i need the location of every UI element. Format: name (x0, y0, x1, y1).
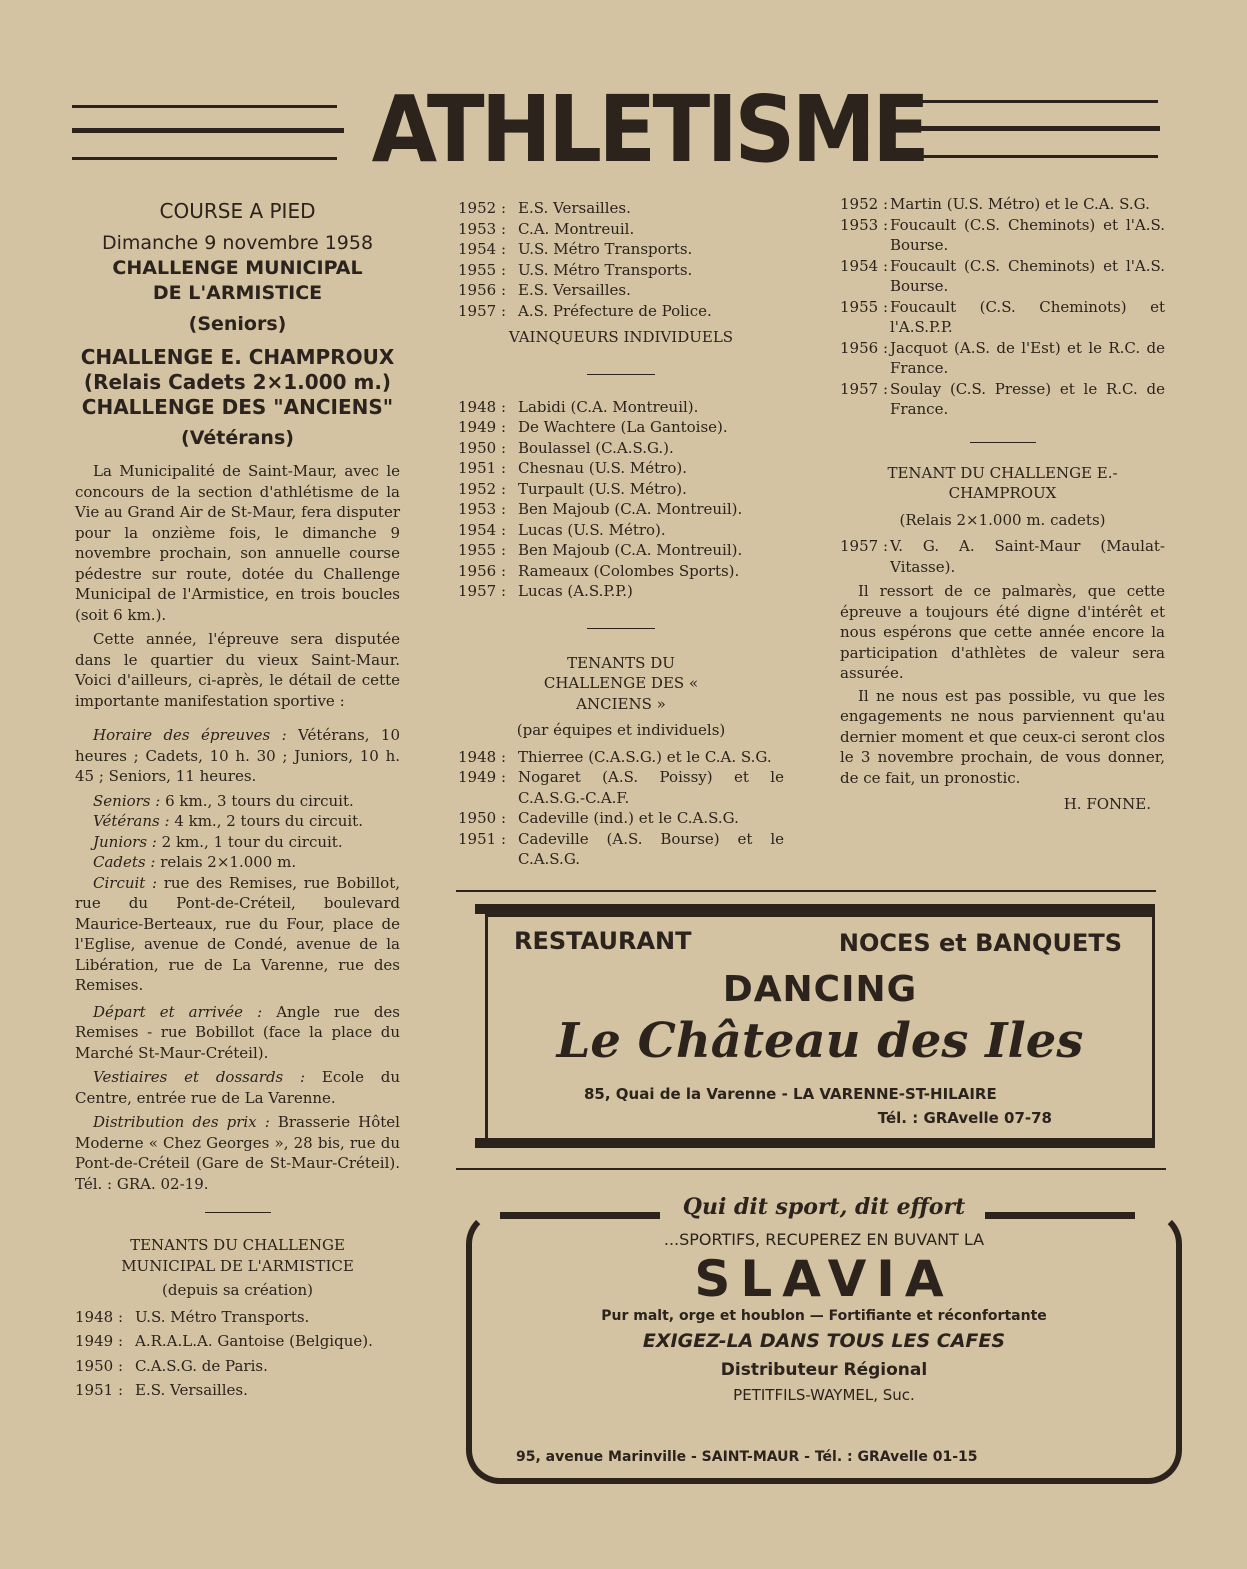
winner-row (458, 260, 784, 281)
anciens-row (458, 747, 784, 768)
section-divider (205, 1212, 271, 1213)
challenge-champroux: CHALLENGE E. CHAMPROUX (80, 345, 395, 369)
title-rule-left (72, 128, 344, 133)
anciens-year: 1955 : (840, 297, 888, 316)
winner-row (75, 1331, 400, 1352)
anciens-row (840, 379, 1165, 420)
ad-frame-bar (475, 904, 1155, 914)
tenants-municipal-subtitle: (depuis sa création) (161, 1281, 314, 1299)
champroux-row (840, 536, 1165, 577)
indiv-year: 1956 : (458, 561, 506, 580)
indiv-row (458, 438, 784, 459)
indiv-name: Boulassel (C.A.S.G.). (518, 438, 674, 457)
anciens-name: Jacquot (A.S. de l'Est) et le R.C. de France. (890, 338, 1165, 377)
horaire-text: Vétérans, 10 heures ; Cadets, 10 h. 30 ; Juniors, 10 h. 45 ; Seniors, 11 heures. (75, 726, 400, 785)
anciens-row (840, 215, 1165, 256)
ad-line-sportifs: ...SPORTIFS, RECUPEREZ EN BUVANT LA (663, 1230, 985, 1249)
section-divider (587, 628, 655, 629)
column-2 (458, 198, 784, 870)
vestiaires-text: Ecole du Centre, entrée rue de La Varenne. (75, 1068, 400, 1107)
winner-row (458, 198, 784, 219)
event-date: Dimanche 9 novembre 1958 (101, 232, 374, 254)
anciens-name: Foucault (C.S. Cheminots) et l'A.S. Bourse. (890, 256, 1165, 295)
winner-name: E.S. Versailles. (135, 1381, 248, 1399)
indiv-row (458, 520, 784, 541)
juniors-paragraph (75, 832, 400, 853)
ad-address: 85, Quai de la Varenne - LA VARENNE-ST-HILAIRE (584, 1085, 997, 1103)
challenge-municipal: CHALLENGE MUNICIPAL DE L'ARMISTICE (112, 257, 363, 304)
horaire-paragraph (75, 725, 400, 787)
relais-cadets: (Relais Cadets 2×1.000 m.) (83, 370, 392, 394)
cadets-paragraph (75, 852, 400, 873)
juniors-detail-text: 2 km., 1 tour du circuit. (161, 832, 343, 851)
winner-row (458, 219, 784, 240)
municipal-winners-list (75, 1307, 400, 1401)
winner-row (75, 1380, 400, 1401)
indiv-year: 1954 : (458, 520, 506, 539)
winner-row (458, 280, 784, 301)
vestiaires-paragraph (75, 1067, 400, 1108)
indiv-name: De Wachtere (La Gantoise). (518, 418, 728, 436)
cadets-detail-label: Cadets : (93, 853, 156, 871)
veterans-detail-text: 4 km., 2 tours du circuit. (174, 812, 363, 830)
anciens-year: 1953 : (840, 215, 888, 234)
ad-dancing-label: DANCING (722, 969, 918, 1010)
distribution-text: Brasserie Hôtel Moderne « Chez Georges », 28 bis, rue du Pont-de-Créteil (Gare de St-Maur-Créteil). Tél. : GRA. 02-19. (75, 1113, 400, 1193)
winner-name: A.S. Préfecture de Police. (518, 301, 712, 320)
anciens-row (840, 338, 1165, 379)
restaurant-ad (485, 914, 1155, 1142)
anciens-year: 1948 : (458, 747, 506, 766)
anciens-row (840, 297, 1165, 338)
ad-line-exigez: EXIGEZ-LA DANS TOUS LES CAFES (642, 1330, 1006, 1352)
winner-name: C.A.S.G. de Paris. (135, 1356, 268, 1375)
seniors-detail-label: Seniors : (93, 791, 161, 810)
location-paragraph: Cette année, l'épreuve sera disputée dans le quartier du vieux Saint-Maur. Voici d'ailleurs, ci-après, le détail de cette importante manifestation sportive : (75, 630, 400, 710)
depart-text: Angle rue des Remises - rue Bobillot (face la place du Marché St-Maur-Créteil). (75, 1002, 400, 1062)
indiv-year: 1951 : (458, 459, 506, 477)
winner-year: 1951 : (75, 1381, 123, 1399)
column-3 (840, 194, 1165, 815)
indiv-name: Chesnau (U.S. Métro). (518, 459, 687, 477)
winner-year: 1949 : (75, 1332, 123, 1350)
anciens-name: Cadeville (ind.) et le C.A.S.G. (518, 809, 739, 827)
winner-row (458, 239, 784, 260)
indiv-row (458, 540, 784, 561)
depart-paragraph (75, 1002, 400, 1064)
seniors-detail-text: 6 km., 3 tours du circuit. (165, 791, 354, 810)
anciens-year: 1952 : (840, 195, 888, 213)
winner-name: C.A. Montreuil. (518, 219, 635, 238)
indiv-year: 1955 : (458, 541, 506, 559)
slavia-ad (466, 1194, 1182, 1484)
ad-slogan: Qui dit sport, dit effort (682, 1194, 966, 1220)
anciens-row (458, 767, 784, 808)
indiv-year: 1957 : (458, 582, 506, 600)
winner-year: 1957 : (458, 301, 506, 320)
ad-line-malt: Pur malt, orge et houblon — Fortifiante et réconfortante (601, 1308, 1047, 1324)
indiv-name: Ben Majoub (C.A. Montreuil). (518, 541, 743, 559)
winner-name: U.S. Métro Transports. (135, 1307, 310, 1326)
ad-separator (456, 1168, 1166, 1170)
ad-venue-name: Le Château des Iles (556, 1013, 1084, 1069)
anciens-name: Cadeville (A.S. Bourse) et le C.A.S.G. (518, 829, 784, 868)
winner-row (75, 1356, 400, 1377)
ad-line-petitfils: PETITFILS-WAYMEL, Suc. (733, 1386, 915, 1404)
anciens-name: Soulay (C.S. Presse) et le R.C. de France. (890, 379, 1165, 418)
section-divider (970, 442, 1036, 443)
veterans-paragraph (75, 811, 400, 832)
anciens-name: Martin (U.S. Métro) et le C.A. S.G. (890, 195, 1150, 213)
column-1 (75, 198, 400, 1401)
indiv-name: Labidi (C.A. Montreuil). (518, 397, 699, 416)
section-divider (587, 374, 655, 375)
title-rule-right (892, 100, 1158, 103)
title-rule-left (72, 157, 337, 160)
indiv-row (458, 499, 784, 520)
indiv-name: Ben Majoub (C.A. Montreuil). (518, 500, 743, 518)
vestiaires-label: Vestiaires et dossards : (93, 1068, 306, 1086)
ad-separator (456, 890, 1156, 892)
ad-restaurant-label: RESTAURANT (514, 927, 692, 955)
challenge-anciens: CHALLENGE DES "ANCIENS" (81, 395, 394, 419)
anciens-year: 1949 : (458, 768, 506, 786)
anciens-title: TENANTS DU CHALLENGE DES « ANCIENS » (543, 653, 699, 713)
signature: H. FONNE. (1063, 795, 1151, 813)
anciens-year: 1951 : (458, 829, 506, 848)
champroux-name: V. G. A. Saint-Maur (Maulat-Vitasse). (890, 537, 1165, 576)
pronostic-paragraph: Il ne nous est pas possible, vu que les engagements ne nous parviennent qu'au dernier moment et que ceux-ci seront clos le 3 novembre prochain, de vous donner, de ce fait, un pronostic. (840, 686, 1165, 787)
anciens-row (458, 808, 784, 829)
intro-paragraph: La Municipalité de Saint-Maur, avec le concours de la section d'athlétisme de la Vie au Grand Air de St-Maur, fera disputer pour la onzième fois, le dimanche 9 novembre prochain, son annuelle course pédestre sur route, dotée du Challenge Municipal de l'Armistice, en trois boucles (soit 6 km.). (75, 462, 400, 624)
champroux-subtitle: (Relais 2×1.000 m. cadets) (899, 510, 1106, 529)
anciens-year: 1956 : (840, 338, 888, 357)
winner-year: 1950 : (75, 1356, 123, 1375)
tenants-municipal-title: TENANTS DU CHALLENGE MUNICIPAL DE L'ARMISTICE (121, 1236, 354, 1275)
ad-brand: SLAVIA (694, 1250, 954, 1308)
seniors-paragraph (75, 791, 400, 812)
indiv-row (458, 397, 784, 418)
cadets-detail-text: relais 2×1.000 m. (160, 853, 297, 871)
champroux-title: TENANT DU CHALLENGE E.-CHAMPROUX (887, 463, 1118, 502)
veterans-detail-label: Vétérans : (93, 812, 170, 830)
indiv-year: 1950 : (458, 438, 506, 457)
indiv-name: Rameaux (Colombes Sports). (518, 561, 740, 580)
circuit-label: Circuit : (93, 873, 158, 892)
depart-label: Départ et arrivée : (93, 1002, 263, 1021)
anciens-row (840, 194, 1165, 215)
distribution-paragraph (75, 1112, 400, 1194)
winner-year: 1948 : (75, 1307, 123, 1326)
indiv-name: Turpault (U.S. Métro). (518, 479, 687, 498)
anciens-name: Foucault (C.S. Cheminots) et l'A.S.P.P. (890, 297, 1165, 336)
indiv-row (458, 417, 784, 438)
winner-name: E.S. Versailles. (518, 199, 631, 217)
indiv-name: Lucas (U.S. Métro). (518, 520, 666, 539)
winner-name: U.S. Métro Transports. (518, 260, 693, 279)
title-rule-right (888, 126, 1160, 131)
circuit-paragraph (75, 873, 400, 996)
winner-name: U.S. Métro Transports. (518, 240, 693, 258)
ad-noces-label: NOCES et BANQUETS (838, 929, 1122, 957)
indiv-year: 1949 : (458, 418, 506, 436)
anciens-year: 1957 : (840, 379, 888, 398)
winner-year: 1956 : (458, 281, 506, 299)
anciens-year: 1954 : (840, 256, 888, 275)
conclusion-paragraph: Il ressort de ce palmarès, que cette épreuve a toujours été digne d'intérêt et nous espérons que cette année encore la participation d'athlètes de valeur sera assurée. (840, 582, 1165, 682)
ad-telephone: Tél. : GRAvelle 07-78 (877, 1109, 1052, 1127)
indiv-year: 1953 : (458, 500, 506, 518)
winner-year: 1955 : (458, 260, 506, 279)
winner-row (75, 1307, 400, 1328)
indiv-row (458, 581, 784, 602)
individual-winners-title: VAINQUEURS INDIVIDUELS (508, 328, 734, 346)
page-title: ATHLETISME (371, 76, 927, 183)
indiv-row (458, 458, 784, 479)
juniors-detail-label: Juniors : (93, 832, 157, 851)
winner-year: 1952 : (458, 199, 506, 217)
indiv-year: 1948 : (458, 397, 506, 416)
anciens-name: Nogaret (A.S. Poissy) et le C.A.S.G.-C.A.F. (518, 768, 784, 807)
indiv-row (458, 479, 784, 500)
indiv-year: 1952 : (458, 479, 506, 498)
circuit-text: rue des Remises, rue Bobillot, rue du Pont-de-Créteil, boulevard Maurice-Berteaux, rue du Four, place de l'Eglise, avenue de Condé, avenue de la Libération, rue de La Varenne, rue des Remises. (75, 873, 400, 994)
anciens-name: Foucault (C.S. Cheminots) et l'A.S. Bourse. (890, 215, 1165, 254)
anciens-row (458, 829, 784, 870)
anciens-row (840, 256, 1165, 297)
winner-year: 1954 : (458, 240, 506, 258)
winner-year: 1953 : (458, 219, 506, 238)
ad-footer: 95, avenue Marinville - SAINT-MAUR - Tél. : GRAvelle 01-15 (516, 1449, 978, 1465)
ad-line-distributeur: Distributeur Régional (720, 1360, 928, 1380)
seniors-label: (Seniors) (188, 313, 287, 335)
horaire-label: Horaire des épreuves : (93, 726, 287, 744)
title-rule-right (892, 155, 1158, 158)
veterans-label: (Vétérans) (181, 427, 294, 449)
winner-name: E.S. Versailles. (518, 281, 631, 299)
indiv-row (458, 561, 784, 582)
anciens-year: 1950 : (458, 809, 506, 827)
winner-name: A.R.A.L.A. Gantoise (Belgique). (135, 1332, 373, 1350)
winner-row (458, 301, 784, 322)
champroux-year: 1957 : (840, 537, 888, 555)
anciens-name: Thierree (C.A.S.G.) et le C.A. S.G. (518, 747, 772, 766)
anciens-subtitle: (par équipes et individuels) (516, 721, 726, 739)
distribution-label: Distribution des prix : (93, 1113, 270, 1131)
title-rule-left (72, 105, 337, 108)
indiv-name: Lucas (A.S.P.P.) (518, 582, 633, 600)
kicker: COURSE A PIED (159, 199, 316, 223)
